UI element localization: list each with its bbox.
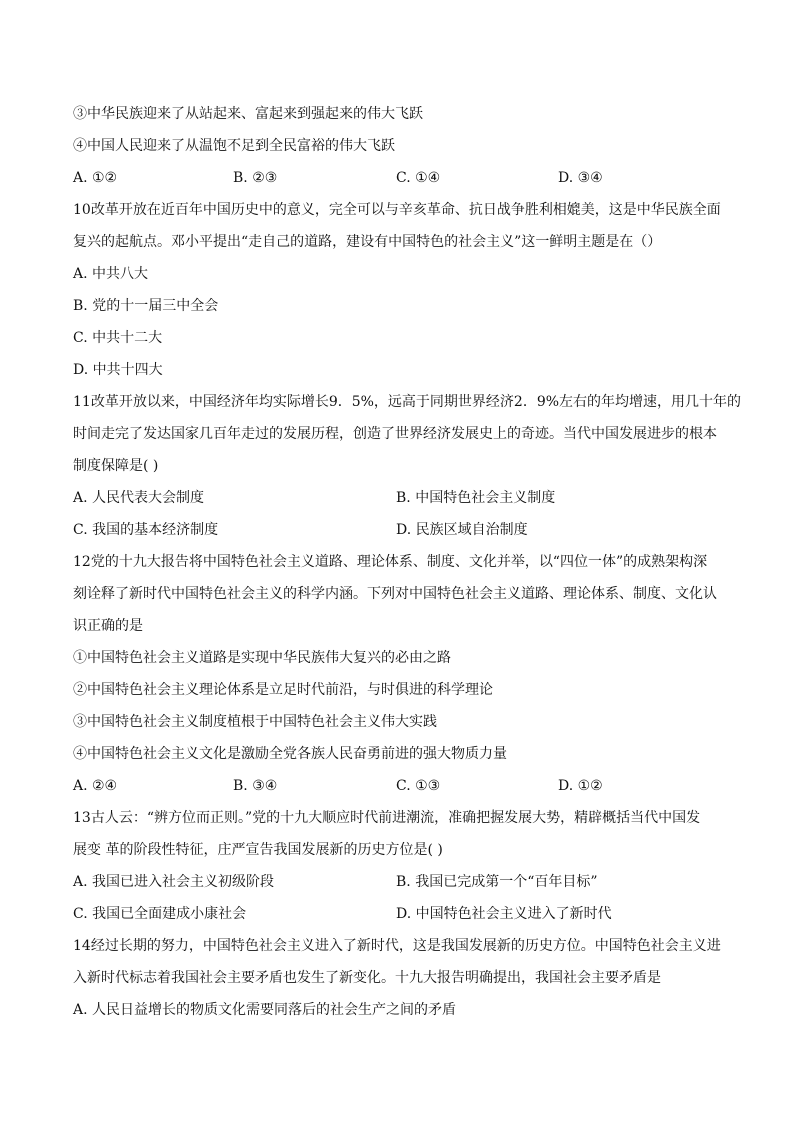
- q10-stem-line-2: 复兴的起航点。邓小平提出“走自己的道路，建设有中国特色的社会主义”这一鲜明主题是在（）: [73, 234, 662, 250]
- q12-statement-1: ①中国特色社会主义道路是实现中华民族伟大复兴的必由之路: [73, 650, 451, 666]
- q14-option-a: A. 人民日益增长的物质文化需要同落后的社会生产之间的矛盾: [73, 1002, 457, 1018]
- q13-option-c: C. 我国已全面建成小康社会: [73, 906, 247, 922]
- q13-option-d: D. 中国特色社会主义进入了新时代: [396, 906, 612, 922]
- q11-stem-line-3: 制度保障是( ): [73, 458, 159, 474]
- q12-stem-line-1: 12党的十九大报告将中国特色社会主义道路、理论体系、制度、文化并举，以“四位一体”的成熟架构深: [73, 554, 708, 570]
- q9-option-a: A. ①②: [73, 170, 118, 186]
- q11-option-c: C. 我国的基本经济制度: [73, 522, 219, 538]
- q10-option-b: B. 党的十一届三中全会: [73, 298, 219, 314]
- q12-option-b: B. ③④: [233, 778, 278, 794]
- q12-option-d: D. ①②: [558, 778, 603, 794]
- q11-option-a: A. 人民代表大会制度: [73, 490, 205, 506]
- q11-option-d: D. 民族区域自治制度: [396, 522, 528, 538]
- q12-statement-2: ②中国特色社会主义理论体系是立足时代前沿，与时俱进的科学理论: [73, 682, 493, 698]
- q13-option-a: A. 我国已进入社会主义初级阶段: [73, 874, 275, 890]
- q14-stem-line-2: 入新时代标志着我国社会主要矛盾也发生了新变化。十九大报告明确提出，我国社会主要矛盾是: [73, 970, 661, 986]
- q10-stem-line-1: 10改革开放在近百年中国历史中的意义，完全可以与辛亥革命、抗日战争胜利相媲美，这是中华民族全面: [73, 202, 721, 218]
- q12-option-a: A. ②④: [73, 778, 118, 794]
- q10-option-d: D. 中共十四大: [73, 362, 163, 378]
- q14-stem-line-1: 14经过长期的努力，中国特色社会主义进入了新时代，这是我国发展新的历史方位。中国特色社会主义进: [73, 938, 721, 954]
- q13-stem-line-1: 13古人云：“辨方位而正则。”党的十九大顺应时代前进潮流，准确把握发展大势，精辟概括当代中国发: [73, 810, 701, 826]
- q12-option-c: C. ①③: [396, 778, 441, 794]
- q12-statement-4: ④中国特色社会主义文化是激励全党各族人民奋勇前进的强大物质力量: [73, 746, 507, 762]
- q11-stem-line-2: 时间走完了发达国家几百年走过的发展历程，创造了世界经济发展史上的奇迹。当代中国发展进步的根本: [73, 426, 717, 442]
- q9-option-c: C. ①④: [396, 170, 441, 186]
- q9-option-b: B. ②③: [233, 170, 278, 186]
- q9-option-d: D. ③④: [558, 170, 603, 186]
- q10-option-c: C. 中共十二大: [73, 330, 163, 346]
- q12-stem-line-3: 识正确的是: [73, 618, 143, 634]
- q10-option-a: A. 中共八大: [73, 266, 149, 282]
- q9-statement-4: ④中国人民迎来了从温饱不足到全民富裕的伟大飞跃: [73, 138, 395, 154]
- q12-statement-3: ③中国特色社会主义制度植根于中国特色社会主义伟大实践: [73, 714, 437, 730]
- q11-stem-line-1: 11改革开放以来，中国经济年均实际增长9．5%，远高于同期世界经济2．9%左右的年均增速，用几十年的: [73, 394, 742, 410]
- q12-stem-line-2: 刻诠释了新时代中国特色社会主义的科学内涵。下列对中国特色社会主义道路、理论体系、制度、文化认: [73, 586, 717, 602]
- q9-statement-3: ③中华民族迎来了从站起来、富起来到强起来的伟大飞跃: [73, 106, 423, 122]
- q11-option-b: B. 中国特色社会主义制度: [396, 490, 556, 506]
- q13-option-b: B. 我国已完成第一个“百年目标”: [396, 874, 598, 890]
- q13-stem-line-2: 展变 革的阶段性特征，庄严宣告我国发展新的历史方位是( ): [73, 842, 443, 858]
